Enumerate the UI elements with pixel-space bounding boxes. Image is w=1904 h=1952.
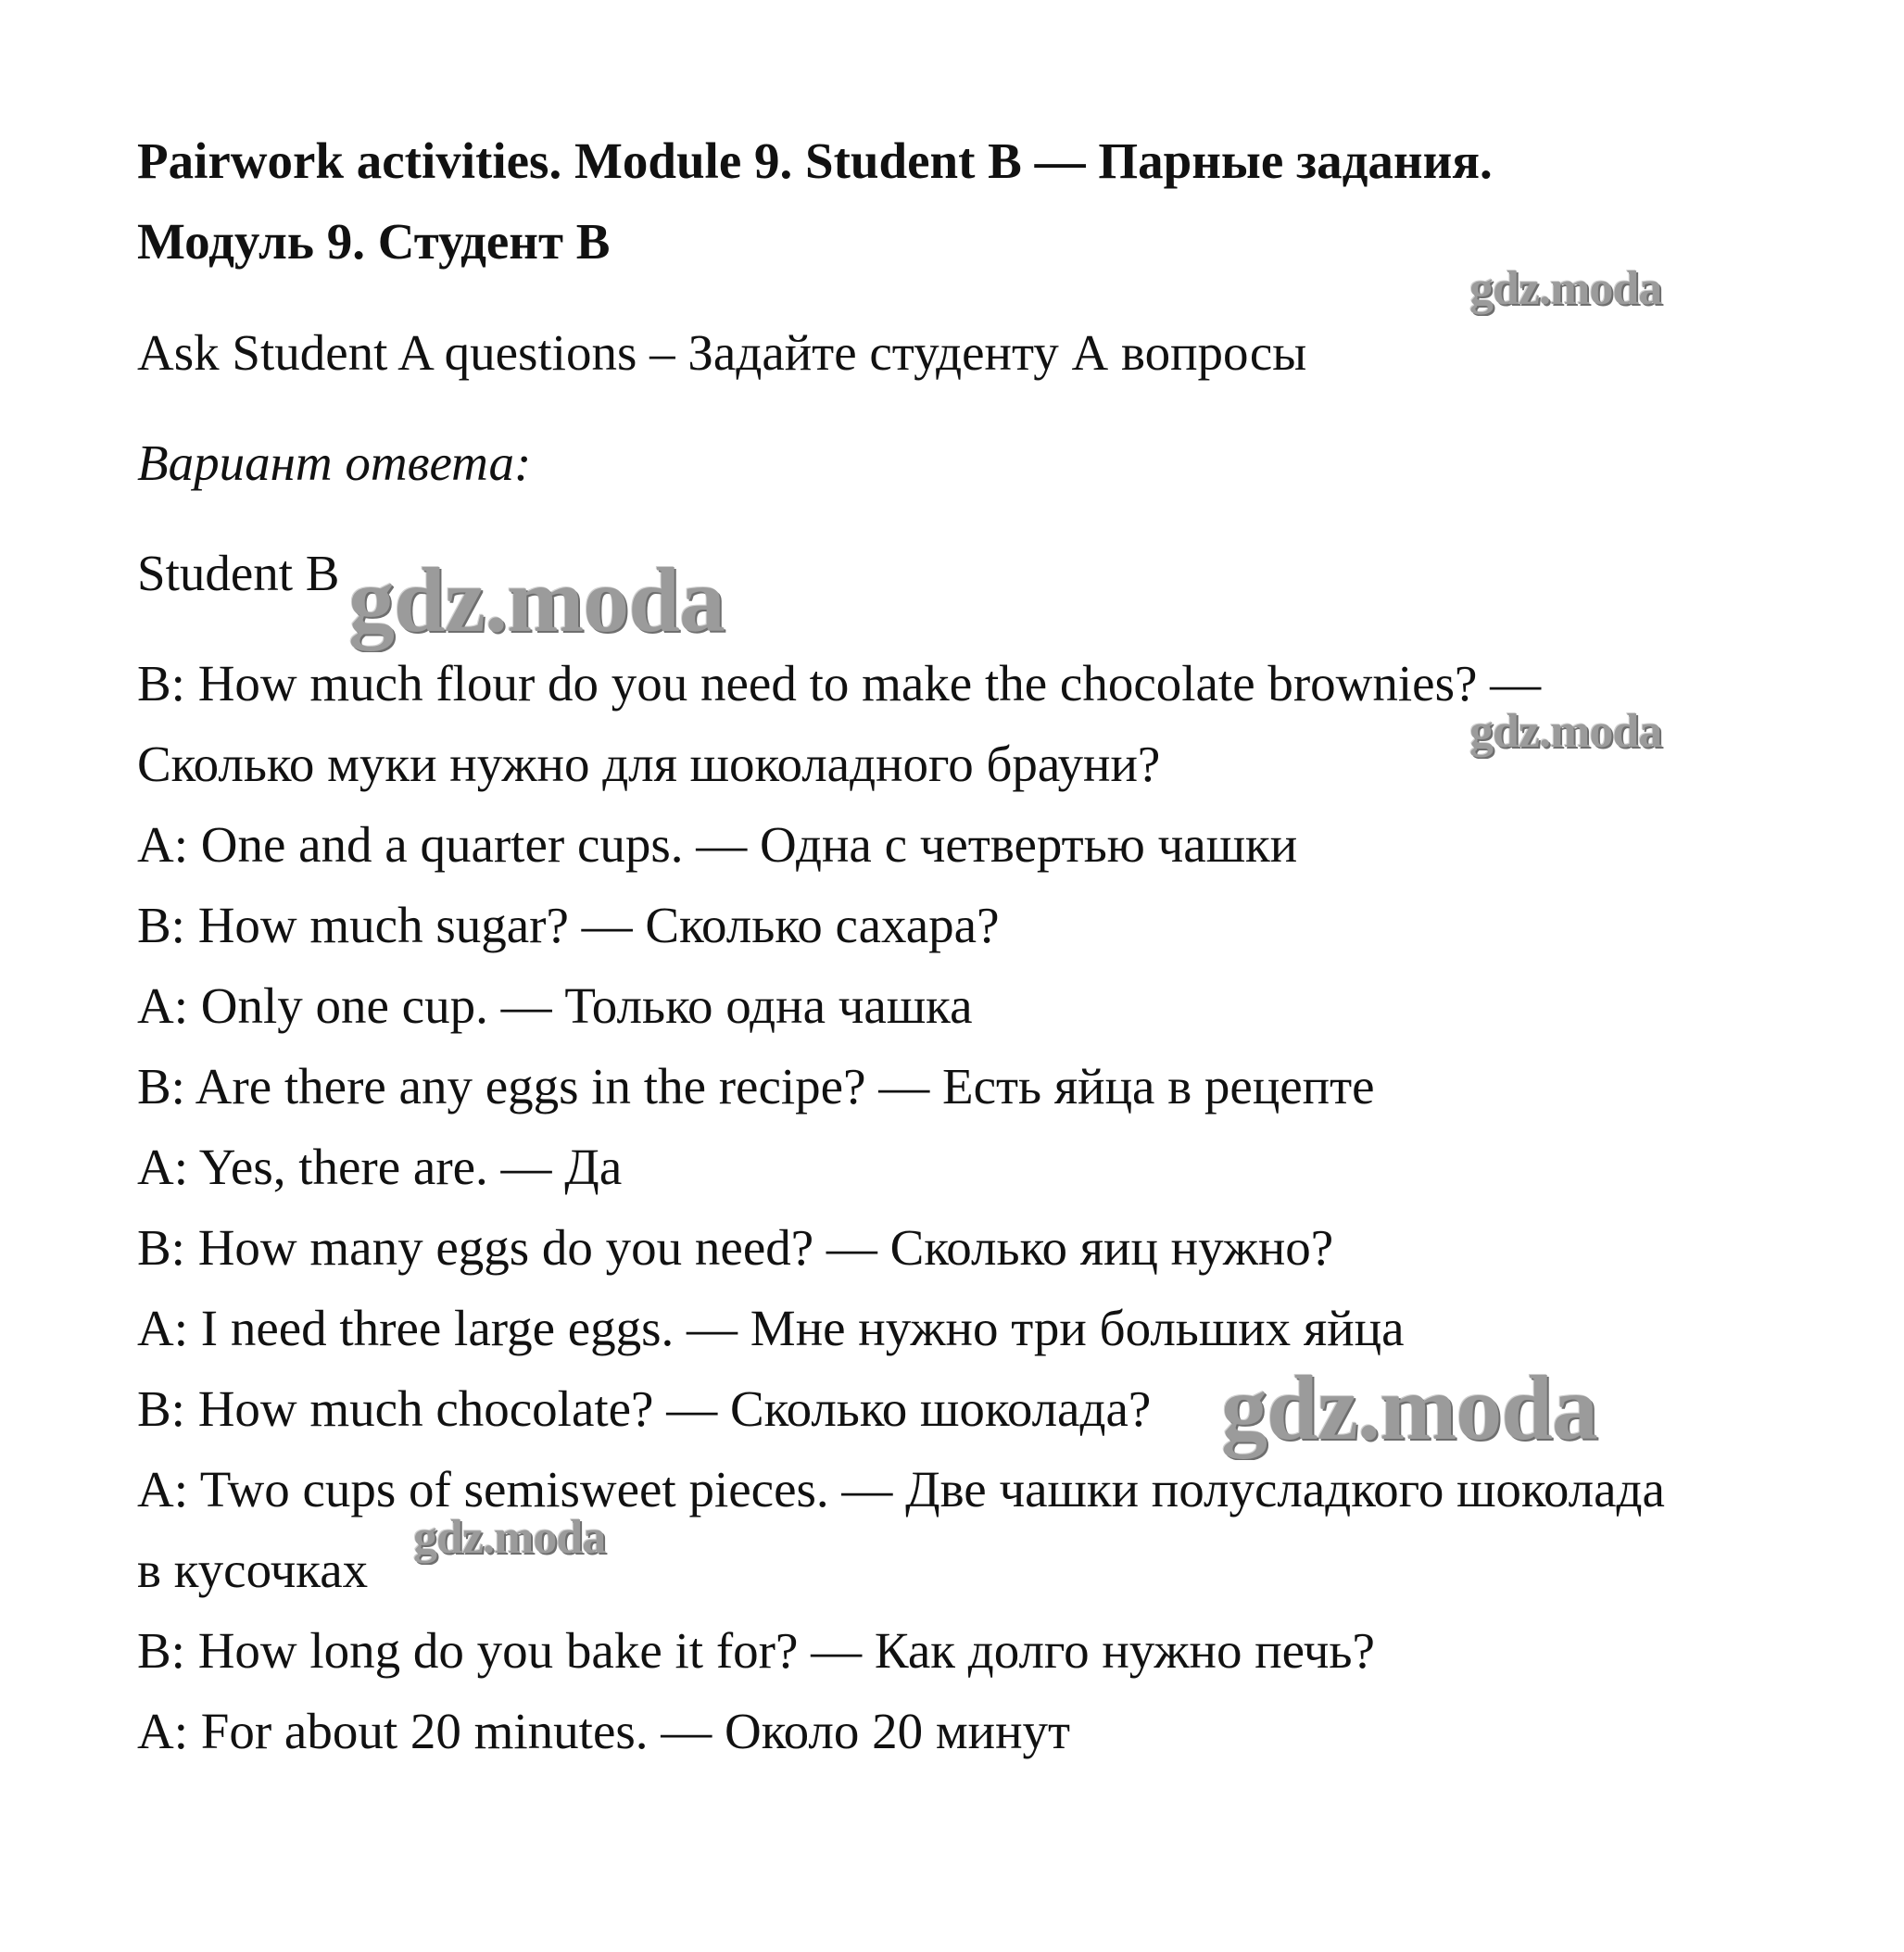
section-label: Student B	[137, 545, 340, 601]
watermark-logo: gdz.moda	[1469, 262, 1662, 315]
watermark-logo: gdz.moda	[348, 548, 725, 651]
dialogue-line: A: Only one cup. — Только одна чашка	[137, 977, 973, 1034]
dialogue-line: Сколько муки нужно для шоколадного брауни?	[137, 736, 1161, 792]
watermark-logo: gdz.moda	[1221, 1356, 1597, 1459]
dialogue-line: A: Two cups of semisweet pieces. — Две чашки полусладкого шоколада	[137, 1461, 1665, 1518]
dialogue-line: B: How many eggs do you need? — Сколько яиц нужно?	[137, 1219, 1334, 1276]
answer-label: Вариант ответа:	[137, 434, 532, 491]
dialogue-line: B: How much sugar? — Сколько сахара?	[137, 897, 1000, 953]
dialogue-line: A: For about 20 minutes. — Около 20 минут	[137, 1703, 1071, 1759]
dialogue-line: A: One and a quarter cups. — Одна с четвертью чашки	[137, 816, 1298, 873]
dialogue-line: B: How much chocolate? — Сколько шоколада?	[137, 1380, 1152, 1437]
page-title-line-2: Модуль 9. Студент В	[137, 213, 611, 270]
instruction-text: Ask Student A questions – Задайте студенту А вопросы	[137, 324, 1307, 381]
dialogue-line: в кусочках	[137, 1542, 369, 1598]
dialogue-line: A: Yes, there are. — Да	[137, 1139, 623, 1195]
dialogue-line: B: How long do you bake it for? — Как долго нужно печь?	[137, 1622, 1375, 1679]
dialogue-line: B: How much flour do you need to make the chocolate brownies? —	[137, 655, 1542, 712]
page-title-line-1: Pairwork activities. Module 9. Student B — Парные задания.	[137, 132, 1493, 189]
watermark-logo: gdz.moda	[1469, 705, 1662, 758]
dialogue-line: B: Are there any eggs in the recipe? — Есть яйца в рецепте	[137, 1058, 1375, 1115]
dialogue-line: A: I need three large eggs. — Мне нужно три больших яйца	[137, 1300, 1405, 1356]
watermark-logo: gdz.moda	[413, 1511, 606, 1564]
